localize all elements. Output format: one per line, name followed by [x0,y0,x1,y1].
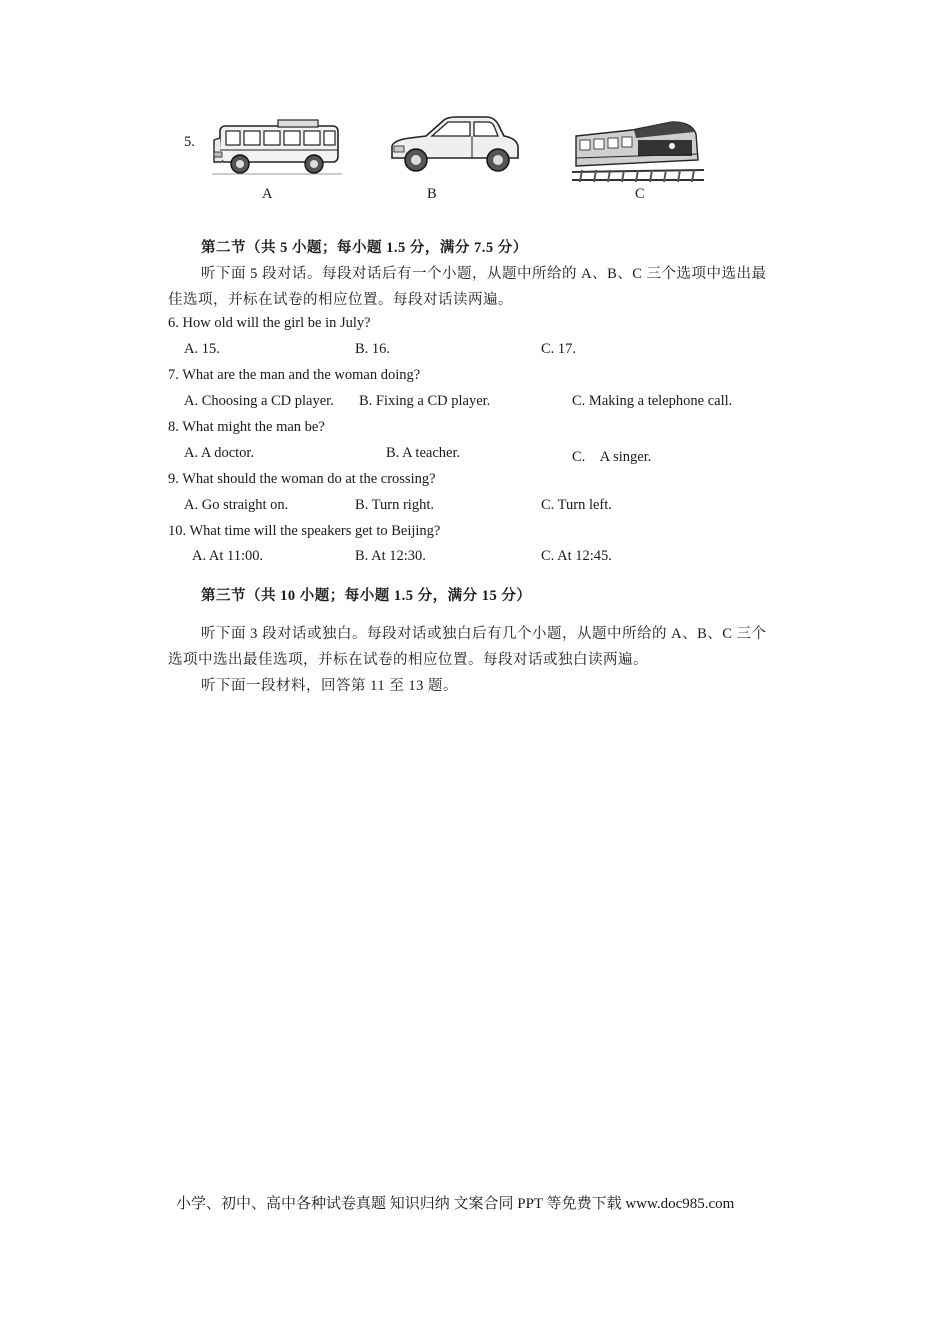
section3-heading: 第三节（共 10 小题；每小题 1.5 分，满分 15 分） [201,588,532,604]
question-9-stem: 9. What should the woman do at the crossing? [168,471,436,487]
question-8-option-a: A. A doctor. [184,445,255,461]
section3-instruction-line3: 听下面一段材料，回答第 11 至 13 题。 [201,678,458,694]
question-9-option-b: B. Turn right. [355,497,434,513]
bus-icon [212,118,342,180]
q5-option-a-label: A [262,186,273,202]
question-5-number: 5. [184,134,195,150]
train-icon [572,114,704,188]
q5-option-c-label: C [635,186,645,202]
question-9-option-a: A. Go straight on. [184,497,289,513]
question-7-option-c: C. Making a telephone call. [572,393,733,409]
q5-option-b-label: B [427,186,437,202]
section2-instruction-line1: 听下面 5 段对话。每段对话后有一个小题，从题中所给的 A、B、C 三个选项中选出最 [201,266,767,282]
question-8-option-c: C. A singer. [572,449,652,465]
question-7-option-b: B. Fixing a CD player. [359,393,491,409]
question-10-option-c: C. At 12:45. [541,548,612,564]
question-6-option-b: B. 16. [355,341,391,357]
footer-text: 小学、初中、高中各种试卷真题 知识归纳 文案合同 PPT 等免费下载 www.doc985.com [176,1196,735,1212]
question-9-option-c: C. Turn left. [541,497,612,513]
question-6-option-c: C. 17. [541,341,577,357]
question-6-option-a: A. 15. [184,341,220,357]
question-8-option-b: B. A teacher. [386,445,461,461]
question-10-option-a: A. At 11:00. [192,548,264,564]
question-6-stem: 6. How old will the girl be in July? [168,315,371,331]
question-7-option-a: A. Choosing a CD player. [184,393,334,409]
question-10-option-b: B. At 12:30. [355,548,426,564]
section2-heading: 第二节（共 5 小题；每小题 1.5 分，满分 7.5 分） [201,240,528,256]
question-8-stem: 8. What might the man be? [168,419,325,435]
question-10-stem: 10. What time will the speakers get to Beijing? [168,523,441,539]
car-icon [386,114,522,178]
question-7-stem: 7. What are the man and the woman doing? [168,367,421,383]
section3-instruction-line2: 选项中选出最佳选项，并标在试卷的相应位置。每段对话或独白读两遍。 [168,652,648,668]
section2-instruction-line2: 佳选项，并标在试卷的相应位置。每段对话读两遍。 [168,292,513,308]
section3-instruction-line1: 听下面 3 段对话或独白。每段对话或独白后有几个小题，从题中所给的 A、B、C 三个 [201,626,767,642]
